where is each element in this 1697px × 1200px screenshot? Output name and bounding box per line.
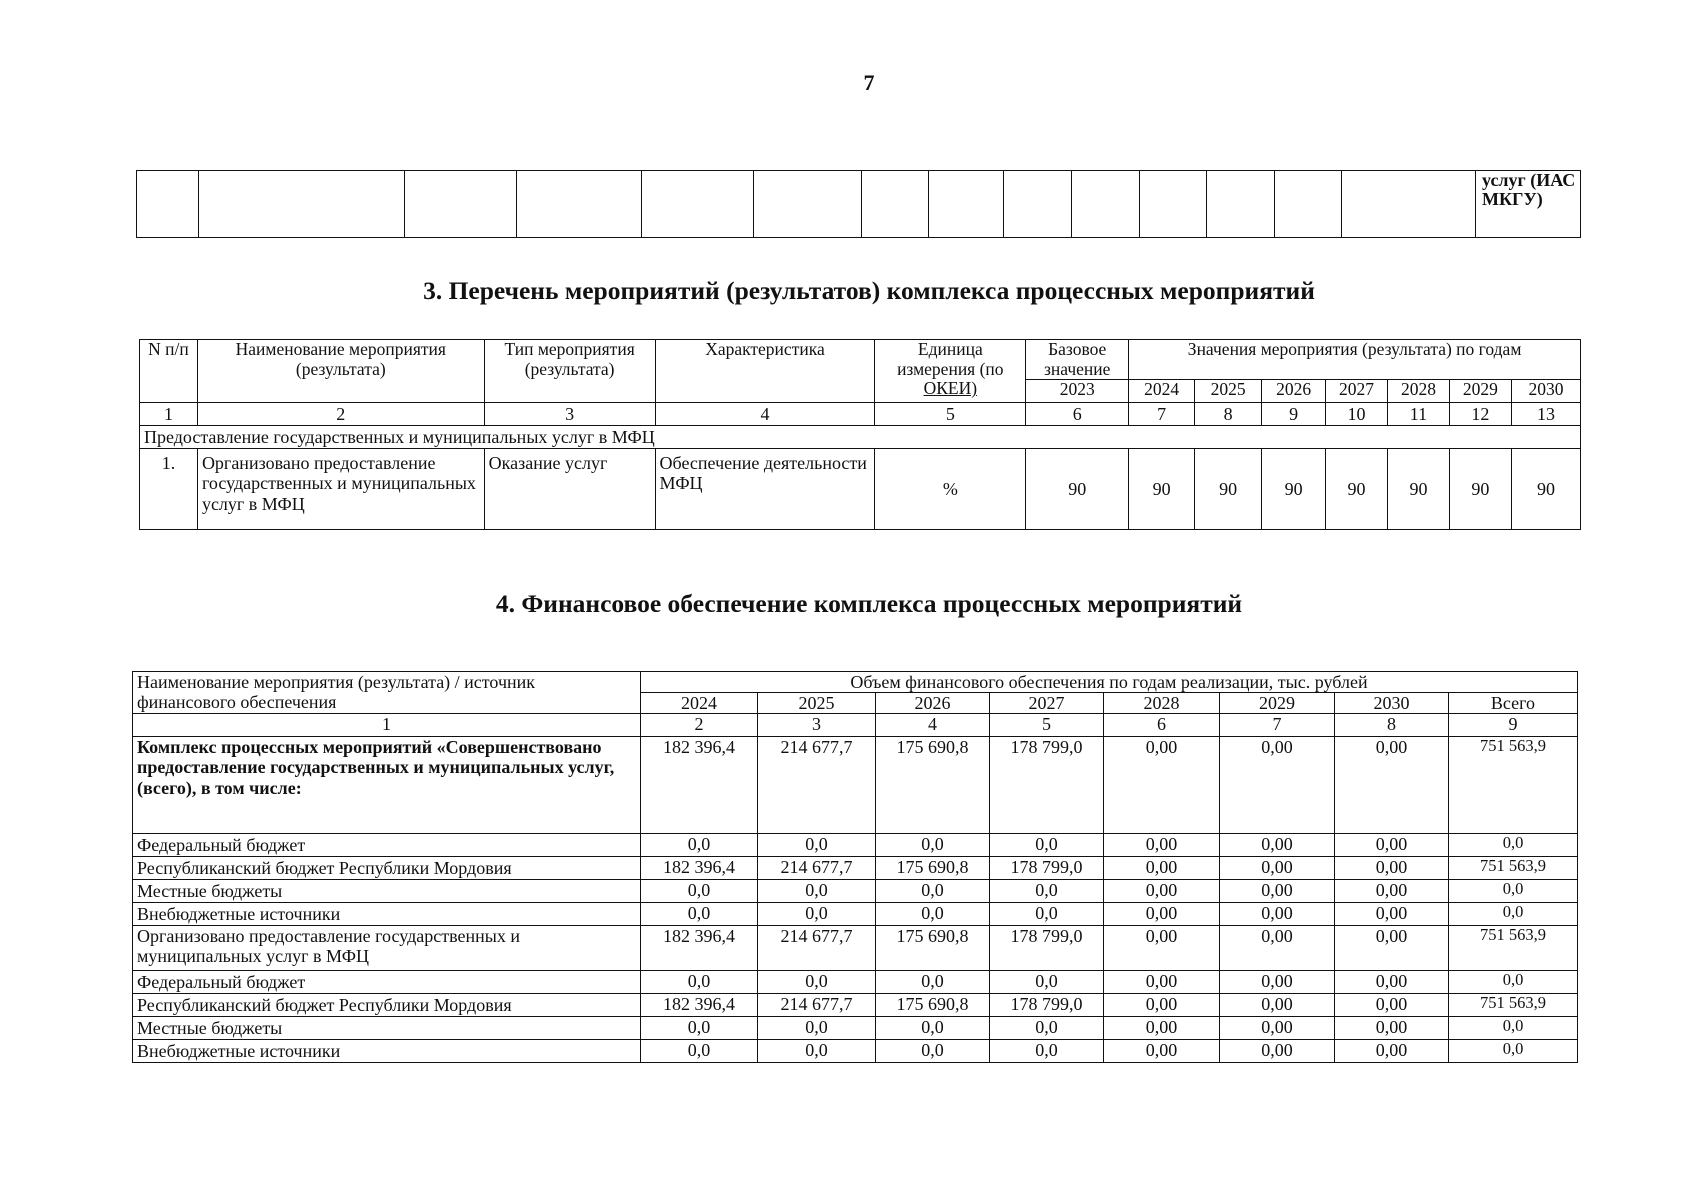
row-value: 0,0 [641, 880, 758, 903]
header-year: 2028 [1104, 693, 1220, 714]
row-value: 0,00 [1220, 880, 1335, 903]
row-value: 0,0 [990, 1017, 1104, 1040]
row-value: 214 677,7 [758, 857, 876, 880]
row-value: 0,0 [876, 1040, 990, 1063]
row-value: 0,00 [1104, 880, 1220, 903]
table-row [133, 994, 1578, 1017]
row-value: 175 690,8 [876, 737, 990, 834]
empty-cell [199, 171, 405, 238]
row-value: 0,0 [876, 971, 990, 994]
column-number: 7 [1220, 714, 1335, 737]
row-value: 0,00 [1220, 1040, 1335, 1063]
source-cell: услуг (ИАС МКГУ) [1476, 171, 1581, 238]
row-value: 0,00 [1104, 1017, 1220, 1040]
row-value: 0,0 [758, 880, 876, 903]
empty-cell [1342, 171, 1476, 238]
row-value: 0,0 [641, 971, 758, 994]
row-value: 0,00 [1335, 1017, 1449, 1040]
row-total: 0,0 [1449, 834, 1578, 857]
row-value: 0,00 [1220, 903, 1335, 926]
column-number: 5 [990, 714, 1104, 737]
row-value: 178 799,0 [990, 926, 1104, 971]
row-value: 0,0 [758, 1017, 876, 1040]
row-name: Федеральный бюджет [133, 971, 641, 994]
row-value: 0,00 [1335, 857, 1449, 880]
row-value: 0,0 [758, 834, 876, 857]
row-name: Республиканский бюджет Республики Мордовия [133, 857, 641, 880]
header-characteristic: Характеристика [655, 340, 875, 403]
row-value: 175 690,8 [876, 926, 990, 971]
header-year: 2029 [1449, 380, 1511, 403]
row-value: 0,00 [1104, 834, 1220, 857]
row-value: 90 [1129, 449, 1195, 530]
row-name: Местные бюджеты [133, 1017, 641, 1040]
table-row [133, 903, 1578, 926]
row-value: 0,00 [1220, 1017, 1335, 1040]
row-value: 0,00 [1220, 857, 1335, 880]
row-value: 0,00 [1104, 903, 1220, 926]
row-value: 0,00 [1104, 971, 1220, 994]
row-value: 178 799,0 [990, 857, 1104, 880]
row-num: 1. [140, 449, 198, 530]
empty-cell [642, 171, 754, 238]
table-row [133, 834, 1578, 857]
column-number: 7 [1129, 403, 1195, 426]
column-number: 11 [1388, 403, 1450, 426]
header-year: 2030 [1511, 380, 1580, 403]
row-name: Комплекс процессных мероприятий «Совершенствовано предоставление государственных и муниципальных услуг, (всего), в том числе: [133, 737, 641, 834]
row-total: 0,0 [1449, 1017, 1578, 1040]
empty-cell [517, 171, 642, 238]
row-value: 0,00 [1220, 994, 1335, 1017]
empty-cell [1004, 171, 1072, 238]
row-total: 0,0 [1449, 880, 1578, 903]
header-name: Наименование мероприятия (результата) [197, 340, 484, 403]
row-value: 214 677,7 [758, 737, 876, 834]
row-total: 751 563,9 [1449, 857, 1578, 880]
row-base: 90 [1026, 449, 1129, 530]
row-value: 0,0 [876, 880, 990, 903]
row-value: 0,0 [758, 971, 876, 994]
empty-cell [754, 171, 862, 238]
row-value: 182 396,4 [641, 926, 758, 971]
row-value: 0,0 [990, 903, 1104, 926]
row-value: 0,00 [1104, 1040, 1220, 1063]
row-value: 178 799,0 [990, 994, 1104, 1017]
row-total: 751 563,9 [1449, 737, 1578, 834]
empty-cell [929, 171, 1004, 238]
row-value: 90 [1326, 449, 1388, 530]
empty-cell [1207, 171, 1275, 238]
previous-table-continuation [136, 170, 1581, 238]
section-row: Предоставление государственных и муниципальных услуг в МФЦ [140, 426, 1581, 449]
empty-cell [1275, 171, 1342, 238]
row-value: 0,00 [1335, 737, 1449, 834]
header-year: 2025 [1195, 380, 1262, 403]
row-type: Оказание услуг [484, 449, 655, 530]
header-volume: Объем финансового обеспечения по годам реализации, тыс. рублей [641, 672, 1578, 693]
row-value: 0,00 [1104, 994, 1220, 1017]
column-number: 9 [1262, 403, 1326, 426]
header-year: 2029 [1220, 693, 1335, 714]
row-total: 0,0 [1449, 903, 1578, 926]
column-number: 12 [1449, 403, 1511, 426]
row-name: Организовано предоставление государственных и муниципальных услуг в МФЦ [133, 926, 641, 971]
row-total: 751 563,9 [1449, 994, 1578, 1017]
empty-cell [1072, 171, 1140, 238]
row-value: 0,0 [641, 834, 758, 857]
header-base-year: 2023 [1026, 380, 1129, 403]
row-value: 0,00 [1335, 880, 1449, 903]
header-year: 2026 [1262, 380, 1326, 403]
column-number: 3 [758, 714, 876, 737]
row-name: Внебюджетные источники [133, 903, 641, 926]
row-value: 0,0 [876, 903, 990, 926]
header-values-by-year: Значения мероприятия (результата) по годам [1129, 340, 1581, 380]
header-year: 2027 [1326, 380, 1388, 403]
column-number: 8 [1335, 714, 1449, 737]
column-number: 3 [484, 403, 655, 426]
row-value: 90 [1511, 449, 1580, 530]
empty-cell [862, 171, 929, 238]
row-value: 0,00 [1104, 737, 1220, 834]
row-name: Федеральный бюджет [133, 834, 641, 857]
row-value: 0,00 [1220, 737, 1335, 834]
column-number: 4 [655, 403, 875, 426]
row-value: 0,0 [758, 903, 876, 926]
table-row [140, 449, 1581, 530]
row-characteristic: Обеспечение деятельности МФЦ [655, 449, 875, 530]
row-value: 178 799,0 [990, 737, 1104, 834]
table-row [133, 857, 1578, 880]
header-year: 2030 [1335, 693, 1449, 714]
row-name: Местные бюджеты [133, 880, 641, 903]
empty-cell [1140, 171, 1207, 238]
row-value: 0,0 [876, 1017, 990, 1040]
row-value: 0,00 [1335, 1040, 1449, 1063]
row-value: 214 677,7 [758, 994, 876, 1017]
row-unit: % [875, 449, 1026, 530]
section-3-title: 3. Перечень мероприятий (результатов) комплекса процессных мероприятий [423, 276, 1315, 305]
section-4-title: 4. Финансовое обеспечение комплекса процессных мероприятий [495, 589, 1243, 618]
table-row [133, 1040, 1578, 1063]
row-value: 0,0 [876, 834, 990, 857]
column-number: 13 [1511, 403, 1580, 426]
row-value: 0,0 [758, 1040, 876, 1063]
column-number: 9 [1449, 714, 1578, 737]
column-number: 8 [1195, 403, 1262, 426]
empty-cell [405, 171, 517, 238]
column-number: 4 [876, 714, 990, 737]
header-base: Базовое значение [1026, 340, 1129, 380]
row-value: 0,00 [1220, 926, 1335, 971]
row-value: 0,00 [1335, 994, 1449, 1017]
header-unit-okei: ОКЕИ) [923, 378, 978, 399]
header-name: Наименование мероприятия (результата) / источник финансового обеспечения [133, 672, 641, 714]
header-year: 2024 [641, 693, 758, 714]
table-row [133, 880, 1578, 903]
header-year: 2024 [1129, 380, 1195, 403]
row-value: 0,00 [1335, 971, 1449, 994]
column-number: 2 [641, 714, 758, 737]
row-name: Организовано предоставление государственных и муниципальных услуг в МФЦ [197, 449, 484, 530]
row-total: 0,0 [1449, 971, 1578, 994]
row-value: 0,0 [990, 1040, 1104, 1063]
header-year: 2025 [758, 693, 876, 714]
header-unit [875, 340, 1026, 403]
row-value: 90 [1449, 449, 1511, 530]
row-value: 182 396,4 [641, 994, 758, 1017]
table-row [133, 926, 1578, 971]
row-value: 90 [1195, 449, 1262, 530]
row-value: 175 690,8 [876, 857, 990, 880]
financing-table [132, 671, 1578, 1063]
row-total: 0,0 [1449, 1040, 1578, 1063]
row-value: 0,00 [1335, 926, 1449, 971]
row-value: 0,00 [1335, 903, 1449, 926]
row-value: 0,0 [641, 1017, 758, 1040]
row-value: 90 [1262, 449, 1326, 530]
column-number: 6 [1104, 714, 1220, 737]
row-value: 0,0 [990, 834, 1104, 857]
row-value: 0,00 [1104, 857, 1220, 880]
row-value: 0,00 [1104, 926, 1220, 971]
header-type: Тип мероприятия (результата) [484, 340, 655, 403]
header-num: N п/п [140, 340, 198, 403]
row-value: 0,0 [990, 880, 1104, 903]
row-value: 0,0 [990, 971, 1104, 994]
header-unit-prefix: Единица измерения (по [897, 339, 1004, 379]
row-value: 90 [1388, 449, 1450, 530]
column-number: 6 [1026, 403, 1129, 426]
row-value: 214 677,7 [758, 926, 876, 971]
row-value: 0,00 [1220, 971, 1335, 994]
header-year: 2028 [1388, 380, 1450, 403]
row-value: 0,0 [641, 1040, 758, 1063]
table-row [133, 737, 1578, 834]
row-value: 0,0 [641, 903, 758, 926]
row-value: 0,00 [1335, 834, 1449, 857]
row-total: 751 563,9 [1449, 926, 1578, 971]
table-row [133, 971, 1578, 994]
row-value: 175 690,8 [876, 994, 990, 1017]
activities-table [139, 339, 1581, 530]
column-number: 1 [140, 403, 198, 426]
row-value: 0,00 [1220, 834, 1335, 857]
row-value: 182 396,4 [641, 857, 758, 880]
column-number: 2 [197, 403, 484, 426]
column-number: 5 [875, 403, 1026, 426]
column-number: 10 [1326, 403, 1388, 426]
header-year: 2026 [876, 693, 990, 714]
column-number: 1 [133, 714, 641, 737]
empty-cell [137, 171, 199, 238]
table-row [133, 1017, 1578, 1040]
row-name: Внебюджетные источники [133, 1040, 641, 1063]
header-year: 2027 [990, 693, 1104, 714]
page-number: 7 [863, 70, 875, 95]
header-total: Всего [1449, 693, 1578, 714]
row-name: Республиканский бюджет Республики Мордовия [133, 994, 641, 1017]
row-value: 182 396,4 [641, 737, 758, 834]
